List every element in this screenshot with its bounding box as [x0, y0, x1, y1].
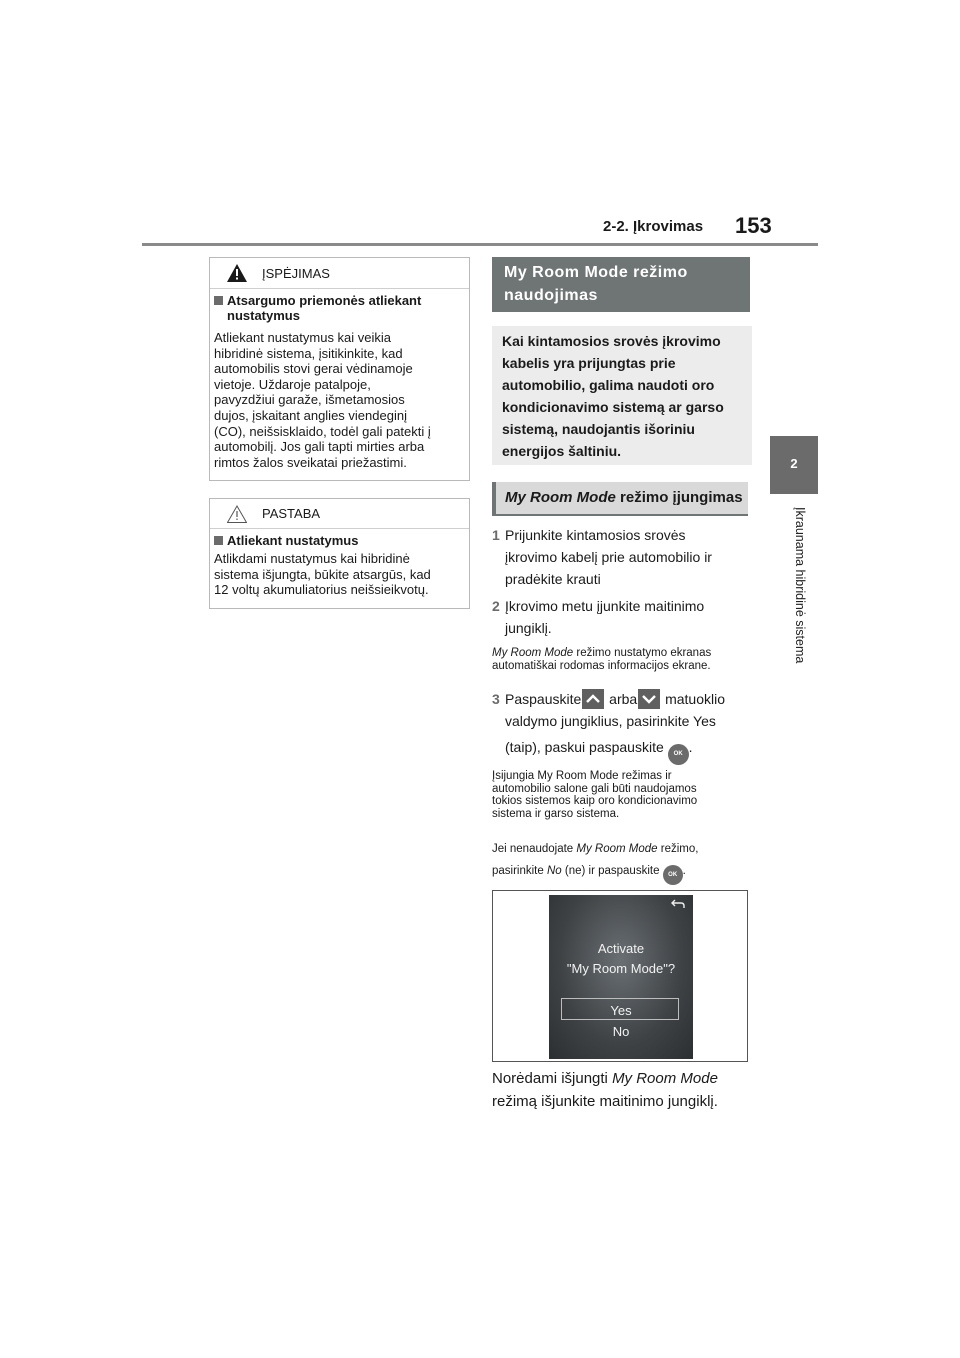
- bullet-square: [214, 296, 223, 305]
- page-number: 153: [735, 213, 772, 238]
- section-banner: [492, 257, 750, 312]
- back-arrow-icon: [671, 899, 685, 909]
- intro-box: [492, 326, 752, 465]
- subhead-mode-name: My Room Mode: [505, 489, 616, 506]
- section-title: 2-2. Įkrovimas: [603, 218, 704, 235]
- warning-box: [209, 257, 470, 481]
- step-2: [492, 595, 762, 639]
- chapter-number: 2: [790, 456, 798, 471]
- warning-heading: Atsargumo priemonės atliekant nustatymus: [214, 293, 421, 323]
- ok-button-icon: OK: [663, 865, 683, 885]
- step-text: Įkrovimo metu įjunkite maitinimo jungiklį.: [505, 598, 705, 636]
- step-3: [492, 688, 762, 766]
- screen-option-yes: Yes: [610, 1003, 632, 1018]
- subhead-rest: režimo įjungimas: [615, 489, 743, 506]
- note-header: [210, 499, 469, 529]
- note-heading: Atliekant nustatymus: [214, 533, 358, 548]
- section-banner-title: My Room Mode režimo naudojimas: [504, 264, 688, 304]
- display-screen: [549, 895, 693, 1059]
- subsection-heading: [492, 482, 748, 516]
- step-3-note: Įsijungia My Room Mode režimas ir automobilio salone gali būti naudojamos tokios sistemos kaip oro kondicionavimo sistema ir garso sistema.: [492, 770, 698, 820]
- warning-triangle-icon: [227, 264, 247, 282]
- note-box: [209, 498, 470, 609]
- step-text: Paspauskite arba matuoklio valdymo jungiklius, pasirinkite Yes (taip), paskui paspauskite OK .: [505, 688, 745, 762]
- bullet-square: [214, 536, 223, 545]
- ok-button-icon: OK: [668, 744, 689, 765]
- closing-text: Norėdami išjungti My Room Mode režimą išjunkite maitinimo jungiklį.: [492, 1070, 718, 1110]
- step-number: 2: [492, 598, 500, 614]
- note-title: PASTABA: [262, 506, 321, 521]
- step-1: [492, 524, 762, 590]
- chapter-title: Įkraunama hibridinė sistema: [793, 507, 807, 664]
- header-rule: [142, 243, 818, 246]
- warning-body: Atliekant nustatymus kai veikia hibridinė sistema, įsitikinkite, kad automobilis stovi gerai vėdinamoje vietoje. Uždaroje patalpoje, pavyzdžiui garaže, išmetamosios dujos, įskaitant anglies viendeginį (CO), neišsisklaido, todėl gali patekti į automobilį. Jos gali tapti mirties arba rimtos žalos sveikatai priežastimi.: [214, 330, 431, 470]
- step-text: Prijunkite kintamosios srovės įkrovimo kabelį prie automobilio ir pradėkite krauti: [505, 527, 712, 587]
- screen-question: Activate "My Room Mode"?: [566, 941, 676, 976]
- step-number: 1: [492, 527, 500, 543]
- step-2-note: My Room Mode režimo nustatymo ekranas automatiškai rodomas informacijos ekrane.: [492, 647, 712, 672]
- screen-option-no: No: [612, 1024, 630, 1039]
- note-triangle-icon: [227, 505, 247, 523]
- intro-text: Kai kintamosios srovės įkrovimo kabelis yra prijungtas prie automobilio, galima naudoti oro kondicionavimo sistemą ar garso sistemą, naudojantis išoriniu energijos šaltiniu.: [502, 333, 724, 459]
- chevron-down-icon: [638, 689, 660, 709]
- step-3-note-2: Jei nenaudojate My Room Mode režimo, pasirinkite No (ne) ir paspauskite OK .: [492, 838, 762, 885]
- step-number: 3: [492, 691, 500, 707]
- warning-title: ĮSPĖJIMAS: [262, 266, 330, 281]
- warning-header: [210, 258, 469, 289]
- chevron-up-icon: [582, 689, 604, 709]
- chapter-tab: [770, 436, 818, 494]
- note-body: Atlikdami nustatymus kai hibridinė sistema išjungta, būkite atsargūs, kad 12 voltų akumuliatorius neišsieikvotų.: [214, 551, 431, 598]
